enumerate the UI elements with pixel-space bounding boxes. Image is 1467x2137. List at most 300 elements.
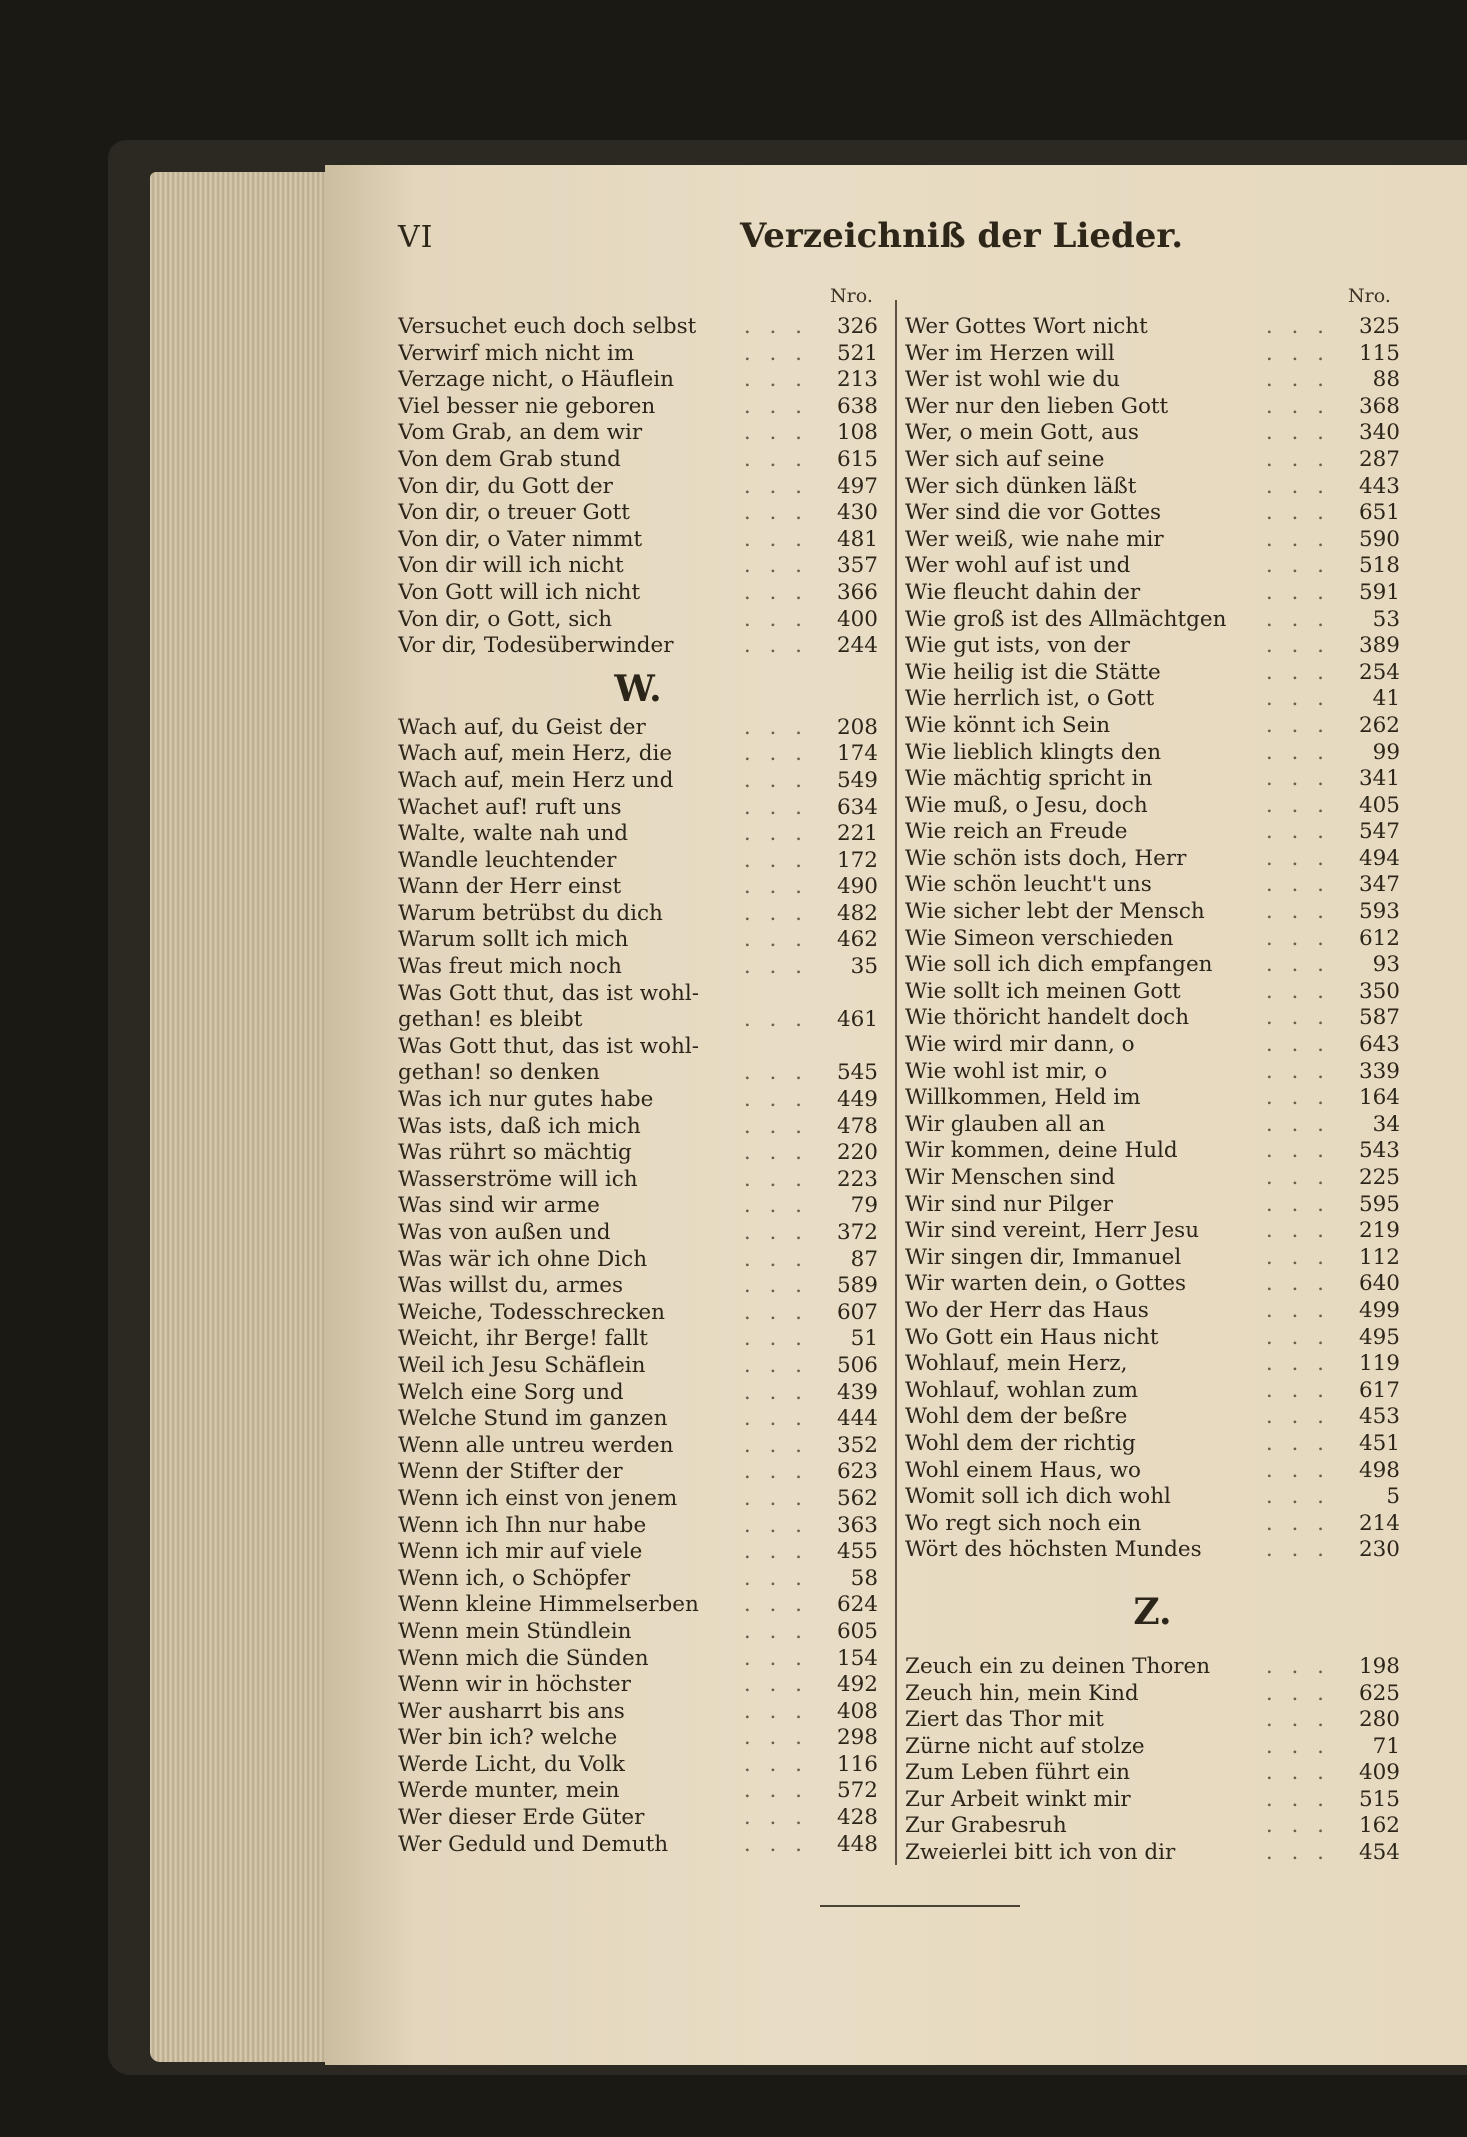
index-entry: [398, 527, 878, 554]
entry-number: 499: [1358, 1297, 1400, 1323]
entry-title: Wie muß, o Jesu, doch: [905, 792, 1148, 818]
entry-title: Warum sollt ich mich: [398, 927, 629, 953]
leader-dots: . . .: [743, 553, 808, 579]
entry-number: 448: [836, 1831, 878, 1857]
index-entry: [905, 580, 1400, 607]
entry-number: 451: [1358, 1430, 1400, 1456]
bottom-rule: [820, 1905, 1020, 1907]
entry-number: 326: [836, 314, 878, 339]
leader-dots: . . .: [743, 1140, 808, 1166]
entry-title: Wir singen dir, Immanuel: [905, 1244, 1182, 1270]
index-entry: [398, 1406, 878, 1433]
entry-number: 162: [1358, 1813, 1400, 1839]
leader-dots: . . .: [743, 1698, 808, 1724]
leader-dots: . . .: [743, 1060, 808, 1086]
index-entry: [398, 1326, 878, 1353]
entry-number: 587: [1358, 1005, 1400, 1031]
entry-number: 482: [836, 900, 878, 926]
entry-number: 99: [1372, 739, 1400, 765]
entry-title: Wasserströme will ich: [398, 1166, 638, 1192]
leader-dots: . . .: [1265, 1680, 1330, 1706]
leader-dots: . . .: [743, 1539, 808, 1565]
leader-dots: . . .: [743, 900, 808, 926]
index-entry: [905, 1059, 1400, 1086]
index-entry: [398, 1566, 878, 1593]
index-entry: [905, 1112, 1400, 1139]
left-column-label: Nro.: [830, 285, 873, 307]
index-entry: [398, 1725, 878, 1752]
index-entry: [398, 874, 878, 901]
entry-number: 595: [1358, 1191, 1400, 1217]
index-entry: [905, 1138, 1400, 1165]
entry-title: Wohlauf, wohlan zum: [905, 1377, 1138, 1403]
entry-number: 368: [1358, 393, 1400, 419]
entry-number: 462: [836, 927, 878, 953]
index-entry: [905, 474, 1400, 501]
entry-title: Wir glauben all an: [905, 1111, 1106, 1137]
entry-number: 612: [1358, 925, 1400, 951]
entry-number: 497: [836, 473, 878, 499]
index-entry: [905, 1378, 1400, 1405]
index-entry: [905, 1325, 1400, 1352]
leader-dots: . . .: [1265, 845, 1330, 871]
index-entry: [398, 1380, 878, 1407]
entry-title: Von dir will ich nicht: [398, 553, 624, 579]
index-entry: [398, 1646, 878, 1673]
leader-dots: . . .: [743, 579, 808, 605]
leader-dots: . . .: [743, 473, 808, 499]
leader-dots: . . .: [743, 526, 808, 552]
left-list-v: [398, 314, 878, 660]
leader-dots: . . .: [1265, 925, 1330, 951]
entry-title: Wenn ich mir auf viele: [398, 1539, 643, 1565]
index-entry: [905, 1511, 1400, 1538]
leader-dots: . . .: [743, 927, 808, 953]
entry-title: Zur Arbeit winkt mir: [905, 1786, 1131, 1812]
entry-title: Was Gott thut, das ist wohl-: [398, 980, 699, 1006]
entry-number: 230: [1358, 1537, 1400, 1563]
leader-dots: . . .: [1265, 872, 1330, 898]
leader-dots: . . .: [743, 1166, 808, 1192]
entry-title: Wer im Herzen will: [905, 340, 1115, 366]
entry-number: 219: [1358, 1218, 1400, 1244]
leader-dots: . . .: [743, 1326, 808, 1352]
leader-dots: . . .: [743, 1645, 808, 1671]
index-entry: [905, 1760, 1400, 1787]
leader-dots: . . .: [1265, 1165, 1330, 1190]
entry-number: 262: [1358, 712, 1400, 738]
entry-title: Welche Stund im ganzen: [398, 1406, 668, 1432]
entry-number: 5: [1386, 1484, 1400, 1510]
entry-title: Wenn mich die Sünden: [398, 1645, 649, 1671]
leader-dots: . . .: [743, 1007, 808, 1033]
index-entry: [398, 633, 878, 660]
index-entry: [905, 1431, 1400, 1458]
index-entry: [398, 1486, 878, 1513]
leader-dots: . . .: [743, 1618, 808, 1644]
entry-title: Werde Licht, du Volk: [398, 1751, 625, 1777]
section-letter-w: W.: [614, 667, 662, 710]
entry-title: Wenn mein Stündlein: [398, 1618, 632, 1644]
entry-number: 461: [836, 1007, 878, 1033]
index-entry: [905, 447, 1400, 474]
entry-title: Was freut mich noch: [398, 954, 622, 980]
entry-number: 220: [836, 1140, 878, 1166]
leader-dots: . . .: [1265, 500, 1330, 526]
entry-title: Ziert das Thor mit: [905, 1707, 1104, 1733]
entry-title: Wenn alle untreu werden: [398, 1432, 674, 1458]
entry-number: 341: [1358, 766, 1400, 792]
entry-number: 494: [1358, 845, 1400, 871]
entry-title: Wie könnt ich Sein: [905, 712, 1111, 738]
entry-number: 400: [836, 606, 878, 632]
leader-dots: . . .: [743, 1725, 808, 1751]
entry-number: 492: [836, 1672, 878, 1698]
entry-number: 350: [1358, 978, 1400, 1004]
index-entry: [905, 1271, 1400, 1298]
leader-dots: . . .: [1265, 686, 1330, 712]
left-column: [398, 314, 878, 1858]
entry-number: 495: [1358, 1324, 1400, 1350]
leader-dots: . . .: [743, 1672, 808, 1698]
index-entry: [398, 394, 878, 421]
entry-title: Werde munter, mein: [398, 1778, 620, 1804]
entry-number: 638: [836, 393, 878, 419]
entry-number: 543: [1358, 1138, 1400, 1164]
entry-title: Wer Gottes Wort nicht: [905, 314, 1148, 339]
page-title: Verzeichniß der Lieder.: [740, 216, 1184, 256]
index-entry: [905, 1218, 1400, 1245]
entry-title: Wer Geduld und Demuth: [398, 1831, 669, 1857]
entry-title: Warum betrübst du dich: [398, 900, 663, 926]
leader-dots: . . .: [743, 1831, 808, 1857]
entry-number: 198: [1358, 1653, 1400, 1679]
index-entry: [398, 553, 878, 580]
leader-dots: . . .: [743, 1805, 808, 1831]
entry-title: Wört des höchsten Mundes: [905, 1537, 1202, 1563]
entry-number: 347: [1358, 872, 1400, 898]
index-entry: [905, 1245, 1400, 1272]
entry-title: Wie mächtig spricht in: [905, 766, 1153, 792]
entry-title: Was sind wir arme: [398, 1193, 600, 1219]
index-entry: [398, 1539, 878, 1566]
entry-title: Wer, o mein Gott, aus: [905, 420, 1139, 446]
index-entry: [905, 952, 1400, 979]
leader-dots: . . .: [1265, 739, 1330, 765]
index-entry: [398, 741, 878, 768]
leader-dots: . . .: [743, 1432, 808, 1458]
entry-title: Wie groß ist des Allmächtgen: [905, 606, 1227, 632]
leader-dots: . . .: [1265, 1271, 1330, 1297]
entry-number: 115: [1358, 340, 1400, 366]
entry-title: Walte, walte nah und: [398, 821, 629, 847]
index-entry: [905, 500, 1400, 527]
index-entry: [905, 367, 1400, 394]
entry-number: 244: [836, 633, 878, 659]
index-entry: [398, 1140, 878, 1167]
entry-number: 254: [1358, 659, 1400, 685]
entry-title: Wann der Herr einst: [398, 874, 622, 900]
entry-title: Wo Gott ein Haus nicht: [905, 1324, 1159, 1350]
leader-dots: . . .: [1265, 1733, 1330, 1759]
entry-number: 449: [836, 1087, 878, 1113]
entry-title: Von dir, o Vater nimmt: [398, 526, 643, 552]
entry-number: 213: [836, 367, 878, 393]
leader-dots: . . .: [743, 367, 808, 393]
entry-number: 88: [1372, 367, 1400, 393]
entry-number: 572: [836, 1778, 878, 1804]
leader-dots: . . .: [1265, 1324, 1330, 1350]
index-entry: [905, 420, 1400, 447]
entry-title: Willkommen, Held im: [905, 1085, 1141, 1111]
leader-dots: . . .: [743, 1751, 808, 1777]
leader-dots: . . .: [1265, 1510, 1330, 1536]
index-entry: [398, 447, 878, 474]
entry-title: Wie soll ich dich empfangen: [905, 952, 1213, 978]
leader-dots: . . .: [743, 393, 808, 419]
entry-title: Wie fleucht dahin der: [905, 579, 1141, 605]
entry-number: 591: [1358, 579, 1400, 605]
index-entry: [398, 1805, 878, 1832]
entry-title: Wie thöricht handelt doch: [905, 1005, 1190, 1031]
entry-title: Verwirf mich nicht im: [398, 340, 635, 366]
leader-dots: . . .: [743, 633, 808, 659]
index-entry: [398, 474, 878, 501]
index-entry: [905, 1537, 1400, 1564]
leader-dots: . . .: [1265, 340, 1330, 366]
index-entry: [398, 1193, 878, 1220]
entry-title: gethan! so denken: [398, 1060, 600, 1086]
index-entry: [905, 1192, 1400, 1219]
entry-number: 372: [836, 1220, 878, 1245]
entry-title: Wach auf, mein Herz und: [398, 767, 674, 793]
index-entry: [398, 901, 878, 928]
entry-title: Wer ausharrt bis ans: [398, 1698, 625, 1724]
entry-number: 339: [1358, 1058, 1400, 1084]
leader-dots: . . .: [743, 1459, 808, 1485]
entry-title: gethan! es bleibt: [398, 1007, 583, 1033]
entry-number: 389: [1358, 633, 1400, 659]
left-list-w: [398, 715, 878, 1859]
leader-dots: . . .: [1265, 606, 1330, 632]
entry-number: 174: [836, 741, 878, 767]
leader-dots: . . .: [1265, 579, 1330, 605]
entry-number: 498: [1358, 1457, 1400, 1483]
entry-number: 454: [1358, 1840, 1400, 1866]
leader-dots: . . .: [1265, 1653, 1330, 1679]
entry-number: 214: [1358, 1510, 1400, 1536]
entry-title: Wie sollt ich meinen Gott: [905, 978, 1181, 1004]
leader-dots: . . .: [743, 714, 808, 740]
index-entry: [905, 793, 1400, 820]
entry-number: 51: [850, 1326, 878, 1352]
leader-dots: . . .: [743, 1379, 808, 1405]
entry-title: Wie herrlich ist, o Gott: [905, 686, 1155, 712]
entry-title: Wie wohl ist mir, o: [905, 1058, 1108, 1084]
entry-number: 280: [1358, 1707, 1400, 1733]
index-entry: [905, 553, 1400, 580]
entry-title: Zweierlei bitt ich von dir: [905, 1840, 1176, 1866]
index-entry: [398, 580, 878, 607]
entry-number: 455: [836, 1539, 878, 1565]
index-entry: [905, 1165, 1400, 1192]
entry-number: 119: [1358, 1351, 1400, 1377]
entry-title: Wir warten dein, o Gottes: [905, 1271, 1187, 1297]
index-entry: [905, 527, 1400, 554]
entry-title: Wir Menschen sind: [905, 1165, 1116, 1190]
leader-dots: . . .: [1265, 1760, 1330, 1786]
entry-number: 298: [836, 1725, 878, 1751]
index-entry: [398, 1778, 878, 1805]
leader-dots: . . .: [1265, 952, 1330, 978]
leader-dots: . . .: [1265, 899, 1330, 925]
entry-title: Zürne nicht auf stolze: [905, 1733, 1145, 1759]
entry-number: 593: [1358, 899, 1400, 925]
entry-title: Weiche, Todesschrecken: [398, 1299, 665, 1325]
leader-dots: . . .: [1265, 1457, 1330, 1483]
index-entry: [905, 1005, 1400, 1032]
leader-dots: . . .: [743, 1592, 808, 1618]
index-entry: [398, 768, 878, 795]
entry-title: Verzage nicht, o Häuflein: [398, 367, 674, 393]
entry-title: Viel besser nie geboren: [398, 393, 656, 419]
entry-title: Zum Leben führt ein: [905, 1760, 1131, 1786]
index-entry: [398, 1007, 878, 1034]
index-entry: [905, 1654, 1400, 1681]
index-entry: [905, 1404, 1400, 1431]
entry-title: Welch eine Sorg und: [398, 1379, 624, 1405]
index-entry: [398, 607, 878, 634]
leader-dots: . . .: [1265, 473, 1330, 499]
index-entry: [905, 979, 1400, 1006]
entry-title: Vom Grab, an dem wir: [398, 420, 643, 446]
index-entry: [905, 1298, 1400, 1325]
entry-number: 172: [836, 847, 878, 873]
index-entry: [398, 981, 878, 1008]
leader-dots: . . .: [743, 1778, 808, 1804]
leader-dots: . . .: [1265, 1138, 1330, 1164]
entry-number: 521: [836, 340, 878, 366]
leader-dots: . . .: [1265, 1351, 1330, 1377]
entry-number: 287: [1358, 446, 1400, 472]
entry-title: Wir kommen, deine Huld: [905, 1138, 1178, 1164]
entry-title: Von dir, o treuer Gott: [398, 500, 630, 526]
entry-number: 490: [836, 874, 878, 900]
leader-dots: . . .: [743, 1485, 808, 1511]
leader-dots: . . .: [1265, 659, 1330, 685]
entry-title: Wer weiß, wie nahe mir: [905, 526, 1164, 552]
index-entry: [398, 1353, 878, 1380]
entry-title: Von dem Grab stund: [398, 446, 621, 472]
index-entry: [905, 740, 1400, 767]
leader-dots: . . .: [743, 1220, 808, 1245]
index-entry: [905, 607, 1400, 634]
entry-number: 352: [836, 1432, 878, 1458]
entry-title: Weicht, ihr Berge! fallt: [398, 1326, 648, 1352]
index-entry: [398, 954, 878, 981]
entry-number: 547: [1358, 819, 1400, 845]
entry-number: 208: [836, 714, 878, 740]
entry-title: Wach auf, mein Herz, die: [398, 741, 673, 767]
leader-dots: . . .: [1265, 526, 1330, 552]
page-edges: [150, 172, 350, 2062]
index-entry: [398, 715, 878, 742]
leader-dots: . . .: [1265, 1111, 1330, 1137]
entry-number: 453: [1358, 1404, 1400, 1430]
entry-title: Wo der Herr das Haus: [905, 1297, 1149, 1323]
entry-title: Weil ich Jesu Schäflein: [398, 1352, 646, 1378]
entry-title: Wie schön ists doch, Herr: [905, 845, 1187, 871]
entry-title: Was ich nur gutes habe: [398, 1087, 654, 1113]
index-entry: [905, 713, 1400, 740]
leader-dots: . . .: [1265, 633, 1330, 659]
entry-number: 164: [1358, 1085, 1400, 1111]
entry-title: Wer nur den lieben Gott: [905, 393, 1169, 419]
entry-number: 615: [836, 446, 878, 472]
entry-title: Wie wird mir dann, o: [905, 1032, 1135, 1058]
leader-dots: . . .: [1265, 393, 1330, 419]
entry-number: 71: [1372, 1733, 1400, 1759]
entry-title: Von dir, o Gott, sich: [398, 606, 613, 632]
entry-title: Was Gott thut, das ist wohl-: [398, 1033, 699, 1059]
entry-title: Wo regt sich noch ein: [905, 1510, 1142, 1536]
entry-title: Wer sich dünken läßt: [905, 473, 1137, 499]
right-column: [905, 314, 1400, 1867]
leader-dots: . . .: [743, 1087, 808, 1113]
leader-dots: . . .: [1265, 1085, 1330, 1111]
index-entry: [398, 795, 878, 822]
index-entry: [398, 927, 878, 954]
index-entry: [398, 1592, 878, 1619]
index-entry: [398, 1459, 878, 1486]
entry-title: Vor dir, Todesüberwinder: [398, 633, 674, 659]
entry-title: Wie gut ists, von der: [905, 633, 1131, 659]
entry-title: Wie lieblich klingts den: [905, 739, 1162, 765]
entry-title: Wenn ich Ihn nur habe: [398, 1512, 647, 1538]
entry-number: 325: [1358, 314, 1400, 339]
entry-title: Womit soll ich dich wohl: [905, 1484, 1171, 1510]
entry-number: 112: [1358, 1244, 1400, 1270]
leader-dots: . . .: [743, 446, 808, 472]
entry-number: 643: [1358, 1032, 1400, 1058]
entry-number: 623: [836, 1459, 878, 1485]
entry-number: 428: [836, 1805, 878, 1831]
entry-number: 53: [1372, 606, 1400, 632]
leader-dots: . . .: [743, 1299, 808, 1325]
entry-number: 430: [836, 500, 878, 526]
entry-title: Wenn wir in höchster: [398, 1672, 631, 1698]
leader-dots: . . .: [1265, 1537, 1330, 1563]
index-entry: [398, 1513, 878, 1540]
entry-title: Von Gott will ich nicht: [398, 579, 641, 605]
leader-dots: . . .: [1265, 553, 1330, 579]
entry-number: 617: [1358, 1377, 1400, 1403]
leader-dots: . . .: [743, 847, 808, 873]
entry-title: Wandle leuchtender: [398, 847, 617, 873]
entry-number: 409: [1358, 1760, 1400, 1786]
leader-dots: . . .: [1265, 1058, 1330, 1084]
leader-dots: . . .: [743, 1193, 808, 1219]
index-entry: [398, 314, 878, 341]
index-entry: [398, 1220, 878, 1247]
leader-dots: . . .: [1265, 1430, 1330, 1456]
index-entry: [398, 1273, 878, 1300]
index-entry: [905, 872, 1400, 899]
entry-number: 35: [850, 954, 878, 980]
entry-title: Was willst du, armes: [398, 1273, 623, 1299]
entry-title: Versuchet euch doch selbst: [398, 314, 697, 339]
entry-title: Wer sich auf seine: [905, 446, 1105, 472]
